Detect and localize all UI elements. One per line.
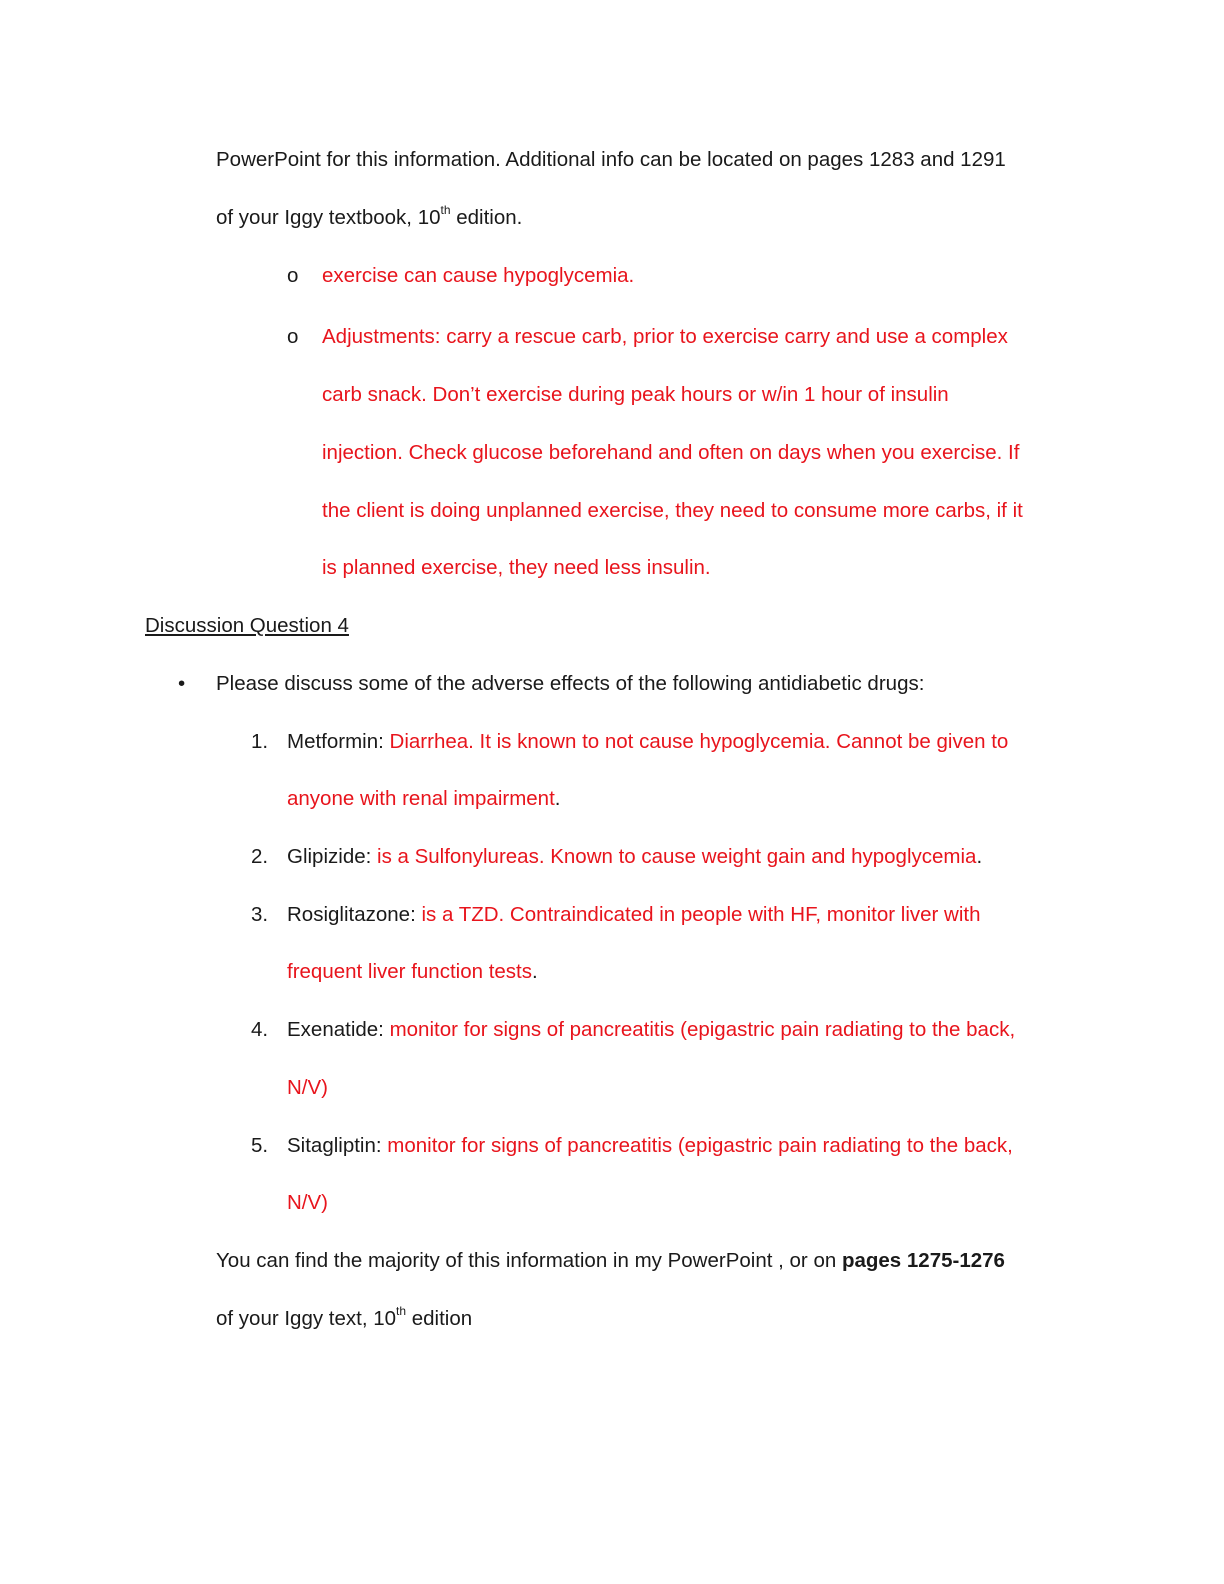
bullet-dot-icon: • <box>178 672 186 695</box>
list-number: 1. <box>251 730 269 753</box>
drug-effect-period: . <box>554 787 561 810</box>
drug-effect: is a TZD. Contraindicated in people with HF, monitor liver with <box>421 903 981 926</box>
drug-effect-cont: frequent liver function tests <box>287 960 532 983</box>
drug-name: Sitagliptin: <box>287 1134 388 1157</box>
exercise-bullet-2-line-4: the client is doing unplanned exercise, they need to consume more carbs, if it <box>322 499 1023 522</box>
exercise-bullet-2-line-5: is planned exercise, they need less insulin. <box>322 556 711 579</box>
discussion-heading: Discussion Question 4 <box>145 614 349 637</box>
footer-pages: pages 1275-1276 <box>841 1249 1005 1272</box>
circle-bullet-icon: o <box>287 264 299 287</box>
list-number: 4. <box>251 1018 269 1041</box>
footer-tail: edition <box>406 1307 473 1330</box>
footer-line-1 <box>216 1251 1005 1272</box>
circle-bullet-icon: o <box>287 325 299 348</box>
exercise-bullet-2-line-1: Adjustments: carry a rescue carb, prior to exercise carry and use a complex <box>322 325 1008 348</box>
exercise-bullet-2-line-3: injection. Check glucose beforehand and often on days when you exercise. If <box>322 441 1020 464</box>
intro-line-2 <box>216 203 523 229</box>
drug-item-metformin-cont <box>287 789 560 810</box>
drug-effect-period: . <box>532 960 538 983</box>
list-number: 2. <box>251 845 269 868</box>
drug-effect: monitor for signs of pancreatitis (epigastric pain radiating to the back, <box>387 1134 1013 1157</box>
intro-line-2-tail: edition. <box>450 206 523 229</box>
drug-effect-period: . <box>976 845 983 868</box>
list-number: 3. <box>251 903 269 926</box>
drug-item-sitagliptin <box>287 1136 1013 1157</box>
drug-item-rosiglitazone-cont <box>287 962 538 983</box>
drug-name: Exenatide: <box>287 1018 390 1041</box>
drug-item-rosiglitazone <box>287 905 981 926</box>
drug-effect-cont: N/V) <box>287 1191 328 1214</box>
intro-superscript: th <box>440 203 451 217</box>
drug-name: Rosiglitazone: <box>287 903 422 926</box>
discussion-prompt: Please discuss some of the adverse effects of the following antidiabetic drugs: <box>216 672 925 695</box>
intro-line-2-text: of your Iggy textbook, 10 <box>216 206 441 229</box>
list-number: 5. <box>251 1134 269 1157</box>
footer-text: You can find the majority of this information in my PowerPoint , or on <box>216 1249 842 1272</box>
exercise-bullet-2-line-2: carb snack. Don’t exercise during peak hours or w/in 1 hour of insulin <box>322 383 949 406</box>
intro-line-1: PowerPoint for this information. Additional info can be located on pages 1283 and 1291 <box>216 148 1006 171</box>
drug-effect: Diarrhea. It is known to not cause hypoglycemia. Cannot be given to <box>389 730 1009 753</box>
drug-name: Glipizide: <box>287 845 378 868</box>
drug-item-metformin <box>287 732 1008 753</box>
drug-effect: monitor for signs of pancreatitis (epigastric pain radiating to the back, <box>389 1018 1016 1041</box>
footer-line-2 <box>216 1304 473 1330</box>
drug-name: Metformin: <box>287 730 390 753</box>
footer-text-2: of your Iggy text, 10 <box>216 1307 397 1330</box>
drug-effect-cont: anyone with renal impairment <box>287 787 555 810</box>
footer-superscript: th <box>396 1304 407 1318</box>
drug-item-glipizide <box>287 847 982 868</box>
exercise-bullet-1: exercise can cause hypoglycemia. <box>322 264 635 287</box>
drug-item-exenatide <box>287 1020 1015 1041</box>
drug-effect-cont: N/V) <box>287 1076 328 1099</box>
drug-effect: is a Sulfonylureas. Known to cause weight gain and hypoglycemia <box>377 845 977 868</box>
